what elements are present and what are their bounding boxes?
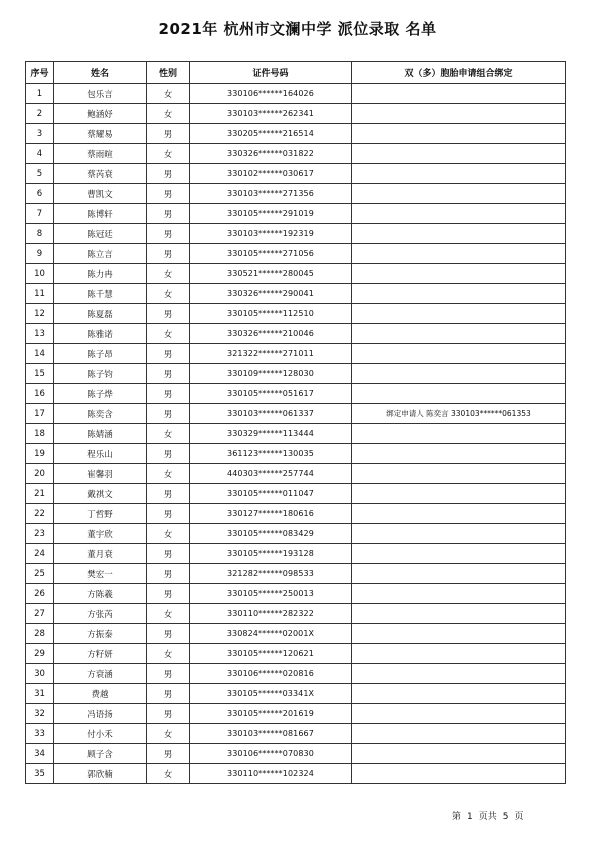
table-row xyxy=(26,744,566,764)
cell-binding xyxy=(352,424,566,444)
column-header-name: 姓名 xyxy=(54,62,147,84)
table-row xyxy=(26,304,566,324)
cell-name: 包乐言 xyxy=(54,84,147,104)
cell-gender: 女 xyxy=(147,264,190,284)
cell-id: 330105******083429 xyxy=(190,524,352,544)
table-row xyxy=(26,124,566,144)
cell-binding xyxy=(352,564,566,584)
cell-id: 330106******020816 xyxy=(190,664,352,684)
cell-gender: 男 xyxy=(147,164,190,184)
cell-binding xyxy=(352,684,566,704)
cell-no: 6 xyxy=(26,184,54,204)
cell-name: 丁哲野 xyxy=(54,504,147,524)
cell-binding xyxy=(352,664,566,684)
cell-name: 费越 xyxy=(54,684,147,704)
column-header-no: 序号 xyxy=(26,62,54,84)
table-row xyxy=(26,204,566,224)
cell-no: 26 xyxy=(26,584,54,604)
table-row xyxy=(26,144,566,164)
cell-no: 11 xyxy=(26,284,54,304)
cell-gender: 男 xyxy=(147,444,190,464)
cell-id: 330105******051617 xyxy=(190,384,352,404)
cell-id: 330205******216514 xyxy=(190,124,352,144)
cell-no: 33 xyxy=(26,724,54,744)
footer-page-suffix: 页 xyxy=(514,812,524,822)
cell-no: 8 xyxy=(26,224,54,244)
table-row xyxy=(26,664,566,684)
cell-gender: 男 xyxy=(147,704,190,724)
column-header-gender: 性别 xyxy=(147,62,190,84)
cell-gender: 女 xyxy=(147,524,190,544)
cell-no: 12 xyxy=(26,304,54,324)
cell-name: 董月衰 xyxy=(54,544,147,564)
table-row xyxy=(26,324,566,344)
cell-name: 樊宏一 xyxy=(54,564,147,584)
cell-id: 330103******262341 xyxy=(190,104,352,124)
cell-binding xyxy=(352,244,566,264)
cell-gender: 男 xyxy=(147,624,190,644)
table-row xyxy=(26,764,566,784)
cell-no: 9 xyxy=(26,244,54,264)
cell-name: 陈冠廷 xyxy=(54,224,147,244)
table-row xyxy=(26,104,566,124)
cell-id: 330103******061337 xyxy=(190,404,352,424)
cell-no: 21 xyxy=(26,484,54,504)
cell-name: 蔡耀易 xyxy=(54,124,147,144)
cell-id: 330105******291019 xyxy=(190,204,352,224)
table-row xyxy=(26,364,566,384)
table-row xyxy=(26,424,566,444)
cell-id: 330109******128030 xyxy=(190,364,352,384)
cell-id: 330105******193128 xyxy=(190,544,352,564)
cell-gender: 女 xyxy=(147,764,190,784)
cell-binding xyxy=(352,264,566,284)
cell-binding xyxy=(352,544,566,564)
cell-name: 方衰涵 xyxy=(54,664,147,684)
cell-name: 蔡芮衰 xyxy=(54,164,147,184)
cell-name: 曹凯文 xyxy=(54,184,147,204)
cell-binding xyxy=(352,504,566,524)
cell-gender: 女 xyxy=(147,644,190,664)
table-row xyxy=(26,544,566,564)
cell-gender: 女 xyxy=(147,464,190,484)
cell-no: 31 xyxy=(26,684,54,704)
table-row xyxy=(26,484,566,504)
footer-page-mid: 页共 xyxy=(478,812,497,822)
cell-name: 郭欣楠 xyxy=(54,764,147,784)
cell-name: 陈子昂 xyxy=(54,344,147,364)
cell-binding xyxy=(352,604,566,624)
table-row xyxy=(26,264,566,284)
table-row xyxy=(26,284,566,304)
cell-name: 陈力冉 xyxy=(54,264,147,284)
cell-binding xyxy=(352,644,566,664)
cell-id: 330105******120621 xyxy=(190,644,352,664)
cell-name: 陈博轩 xyxy=(54,204,147,224)
cell-gender: 男 xyxy=(147,544,190,564)
cell-id: 330326******210046 xyxy=(190,324,352,344)
cell-id: 321282******098533 xyxy=(190,564,352,584)
cell-binding xyxy=(352,524,566,544)
cell-gender: 男 xyxy=(147,184,190,204)
cell-binding xyxy=(352,104,566,124)
cell-id: 330103******192319 xyxy=(190,224,352,244)
cell-name: 方张芮 xyxy=(54,604,147,624)
cell-gender: 男 xyxy=(147,244,190,264)
cell-binding xyxy=(352,764,566,784)
cell-name: 付小禾 xyxy=(54,724,147,744)
cell-gender: 男 xyxy=(147,664,190,684)
cell-id: 330105******250013 xyxy=(190,584,352,604)
cell-binding xyxy=(352,484,566,504)
cell-binding xyxy=(352,704,566,724)
cell-name: 陈子钧 xyxy=(54,364,147,384)
cell-no: 34 xyxy=(26,744,54,764)
table-row xyxy=(26,184,566,204)
table-row xyxy=(26,404,566,424)
cell-no: 35 xyxy=(26,764,54,784)
cell-id: 330105******011047 xyxy=(190,484,352,504)
table-row xyxy=(26,384,566,404)
cell-name: 鲍涵妤 xyxy=(54,104,147,124)
table-body xyxy=(26,84,566,784)
cell-binding xyxy=(352,444,566,464)
cell-id: 321322******271011 xyxy=(190,344,352,364)
cell-gender: 女 xyxy=(147,284,190,304)
cell-no: 10 xyxy=(26,264,54,284)
cell-name: 陈千慧 xyxy=(54,284,147,304)
cell-binding xyxy=(352,124,566,144)
cell-id: 330105******271056 xyxy=(190,244,352,264)
cell-binding: 绑定申请人 陈奕言 330103******061353 xyxy=(352,404,566,424)
cell-no: 19 xyxy=(26,444,54,464)
cell-id: 330110******102324 xyxy=(190,764,352,784)
cell-gender: 男 xyxy=(147,204,190,224)
cell-gender: 女 xyxy=(147,84,190,104)
cell-name: 顾子含 xyxy=(54,744,147,764)
cell-id: 440303******257744 xyxy=(190,464,352,484)
column-header-binding: 双（多）胞胎申请组合绑定 xyxy=(352,62,566,84)
cell-no: 7 xyxy=(26,204,54,224)
cell-id: 330326******290041 xyxy=(190,284,352,304)
table-row xyxy=(26,724,566,744)
table-row xyxy=(26,444,566,464)
cell-gender: 男 xyxy=(147,224,190,244)
cell-binding xyxy=(352,304,566,324)
cell-no: 18 xyxy=(26,424,54,444)
cell-no: 15 xyxy=(26,364,54,384)
cell-binding xyxy=(352,224,566,244)
cell-binding xyxy=(352,184,566,204)
cell-id: 330105******03341X xyxy=(190,684,352,704)
cell-no: 25 xyxy=(26,564,54,584)
cell-name: 陈子烨 xyxy=(54,384,147,404)
cell-binding xyxy=(352,364,566,384)
table-row xyxy=(26,244,566,264)
cell-name: 方振泰 xyxy=(54,624,147,644)
cell-no: 2 xyxy=(26,104,54,124)
cell-no: 27 xyxy=(26,604,54,624)
cell-id: 330105******112510 xyxy=(190,304,352,324)
table-row xyxy=(26,164,566,184)
table-row xyxy=(26,524,566,544)
table-row xyxy=(26,644,566,664)
table-row xyxy=(26,704,566,724)
cell-gender: 男 xyxy=(147,684,190,704)
cell-no: 16 xyxy=(26,384,54,404)
cell-id: 330521******280045 xyxy=(190,264,352,284)
cell-id: 330824******02001X xyxy=(190,624,352,644)
cell-no: 14 xyxy=(26,344,54,364)
cell-binding xyxy=(352,164,566,184)
cell-gender: 女 xyxy=(147,424,190,444)
cell-name: 陈雅诺 xyxy=(54,324,147,344)
cell-no: 3 xyxy=(26,124,54,144)
table-row xyxy=(26,84,566,104)
footer-page-total: 5 xyxy=(502,812,509,822)
cell-binding xyxy=(352,284,566,304)
cell-gender: 男 xyxy=(147,584,190,604)
document-title: 2021年 杭州市文澜中学 派位录取 名单 xyxy=(158,20,437,38)
cell-gender: 男 xyxy=(147,744,190,764)
cell-name: 戴祺文 xyxy=(54,484,147,504)
cell-binding xyxy=(352,324,566,344)
table-row xyxy=(26,604,566,624)
cell-no: 5 xyxy=(26,164,54,184)
cell-no: 4 xyxy=(26,144,54,164)
cell-no: 13 xyxy=(26,324,54,344)
cell-name: 董宇欣 xyxy=(54,524,147,544)
cell-binding xyxy=(352,384,566,404)
cell-gender: 男 xyxy=(147,304,190,324)
cell-gender: 男 xyxy=(147,124,190,144)
table-row xyxy=(26,584,566,604)
admission-table xyxy=(25,61,566,784)
cell-id: 330110******282322 xyxy=(190,604,352,624)
cell-name: 冯语扬 xyxy=(54,704,147,724)
cell-binding xyxy=(352,584,566,604)
cell-gender: 女 xyxy=(147,724,190,744)
table-row xyxy=(26,224,566,244)
cell-id: 330329******113444 xyxy=(190,424,352,444)
cell-name: 崔馨羽 xyxy=(54,464,147,484)
cell-name: 陈婧涵 xyxy=(54,424,147,444)
cell-id: 330106******164026 xyxy=(190,84,352,104)
cell-id: 330127******180616 xyxy=(190,504,352,524)
cell-id: 330103******081667 xyxy=(190,724,352,744)
cell-binding xyxy=(352,344,566,364)
cell-no: 30 xyxy=(26,664,54,684)
cell-id: 330103******271356 xyxy=(190,184,352,204)
footer-page-prefix: 第 xyxy=(452,812,462,822)
footer-page-number: 1 xyxy=(467,812,473,822)
table-row xyxy=(26,344,566,364)
cell-name: 陈奕含 xyxy=(54,404,147,424)
table-row xyxy=(26,464,566,484)
column-header-id: 证件号码 xyxy=(190,62,352,84)
cell-id: 330326******031822 xyxy=(190,144,352,164)
cell-no: 29 xyxy=(26,644,54,664)
table-row xyxy=(26,504,566,524)
cell-gender: 女 xyxy=(147,144,190,164)
cell-gender: 男 xyxy=(147,344,190,364)
cell-id: 330106******070830 xyxy=(190,744,352,764)
table-header-row xyxy=(26,62,566,84)
cell-no: 22 xyxy=(26,504,54,524)
cell-binding xyxy=(352,464,566,484)
cell-gender: 男 xyxy=(147,484,190,504)
cell-gender: 女 xyxy=(147,324,190,344)
cell-no: 24 xyxy=(26,544,54,564)
cell-name: 陈立言 xyxy=(54,244,147,264)
cell-no: 32 xyxy=(26,704,54,724)
cell-gender: 女 xyxy=(147,604,190,624)
cell-name: 陈夏磊 xyxy=(54,304,147,324)
cell-gender: 男 xyxy=(147,364,190,384)
cell-id: 330102******030617 xyxy=(190,164,352,184)
cell-no: 17 xyxy=(26,404,54,424)
cell-gender: 女 xyxy=(147,104,190,124)
cell-gender: 男 xyxy=(147,564,190,584)
table-row xyxy=(26,624,566,644)
cell-id: 361123******130035 xyxy=(190,444,352,464)
cell-name: 方陈羲 xyxy=(54,584,147,604)
cell-no: 20 xyxy=(26,464,54,484)
cell-binding xyxy=(352,624,566,644)
cell-gender: 男 xyxy=(147,384,190,404)
cell-name: 蔡雨暄 xyxy=(54,144,147,164)
cell-binding xyxy=(352,84,566,104)
cell-binding xyxy=(352,744,566,764)
page-footer xyxy=(452,809,530,822)
cell-no: 28 xyxy=(26,624,54,644)
cell-binding xyxy=(352,204,566,224)
cell-name: 程乐山 xyxy=(54,444,147,464)
table-row xyxy=(26,684,566,704)
table-row xyxy=(26,564,566,584)
cell-binding xyxy=(352,724,566,744)
cell-no: 1 xyxy=(26,84,54,104)
cell-binding xyxy=(352,144,566,164)
cell-name: 方籽妍 xyxy=(54,644,147,664)
cell-gender: 男 xyxy=(147,404,190,424)
cell-no: 23 xyxy=(26,524,54,544)
cell-gender: 男 xyxy=(147,504,190,524)
cell-id: 330105******201619 xyxy=(190,704,352,724)
